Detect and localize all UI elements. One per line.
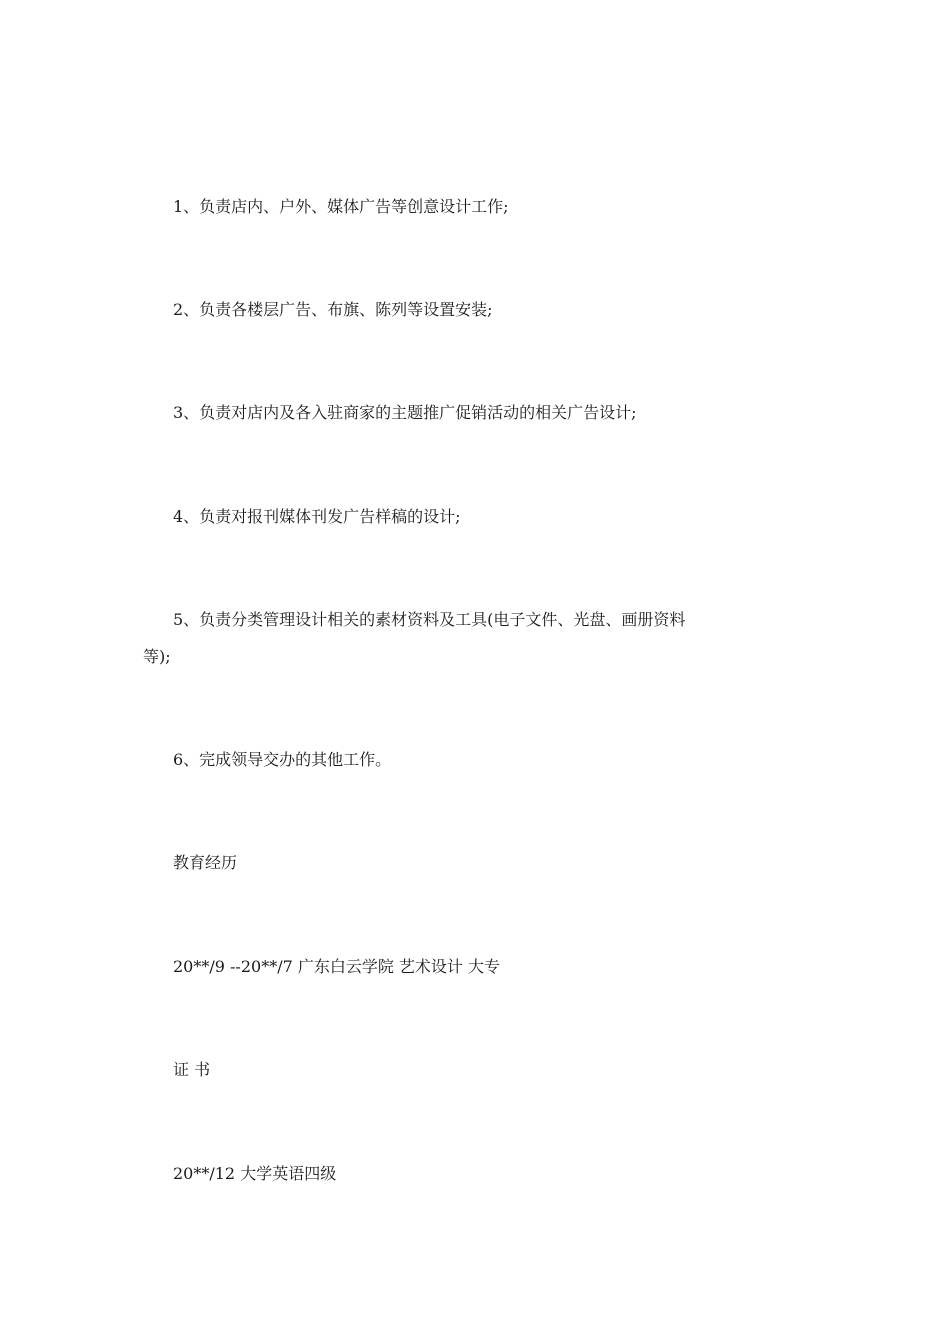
duty-item-6: 6、完成领导交办的其他工作。 [173,750,392,769]
education-entry: 20**/9 --20**/7 广东白云学院 艺术设计 大专 [173,957,501,976]
duty-item-1: 1、负责店内、户外、媒体广告等创意设计工作; [173,197,509,216]
education-heading: 教育经历 [173,853,238,872]
duty-item-3: 3、负责对店内及各入驻商家的主题推广促销活动的相关广告设计; [173,403,637,422]
duty-item-5: 5、负责分类管理设计相关的素材资料及工具(电子文件、光盘、画册资料 [173,610,686,629]
duty-item-5-continued: 等); [143,647,171,666]
duty-item-4: 4、负责对报刊媒体刊发广告样稿的设计; [173,507,461,526]
duty-item-2: 2、负责各楼层广告、布旗、陈列等设置安装; [173,300,493,319]
certificates-heading: 证 书 [173,1060,211,1079]
certificate-entry: 20**/12 大学英语四级 [173,1164,337,1183]
